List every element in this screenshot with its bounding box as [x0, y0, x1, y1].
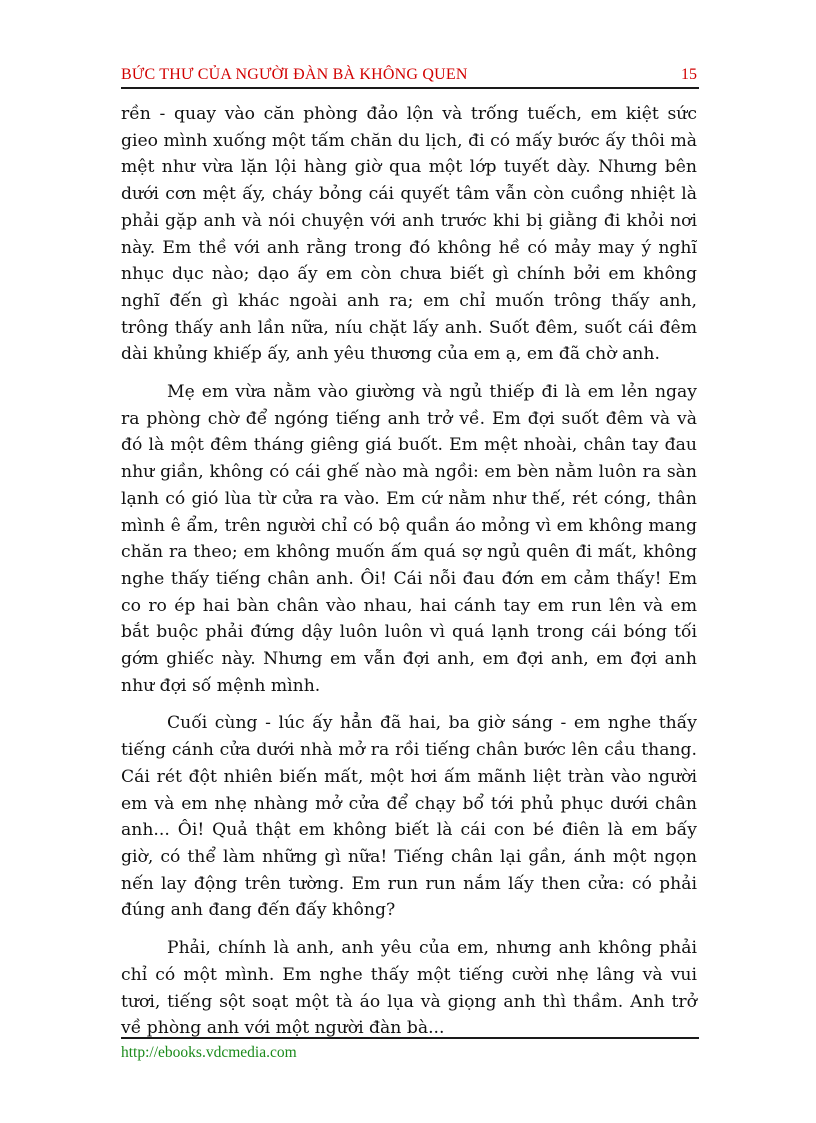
page-number: 15: [681, 66, 697, 83]
paragraph-3: Cuối cùng - lúc ấy hẳn đã hai, ba giờ sáng - em nghe thấy tiếng cánh cửa dưới nhà mở ra rồi tiếng chân bước lên cầu thang. Cái rét đột nhiên biến mất, một hơi ấm mãnh liệt tràn vào người em và em nhẹ nhàng mở cửa để chạy bổ tới phủ phục dưới chân anh... Ôi! Quả thật em không biết là cái con bé điên là em bấy giờ, có thể làm những gì nữa! Tiếng chân lại gần, ánh một ngọn nến lay động trên tường. Em run run nắm lấy then cửa: có phải đúng anh đang đến đấy không?: [121, 713, 697, 921]
book-title: BỨC THƯ CỦA NGƯỜI ĐÀN BÀ KHÔNG QUEN: [121, 66, 468, 83]
footer-url[interactable]: http://ebooks.vdcmedia.com: [121, 1044, 297, 1061]
paragraph-1: rền - quay vào căn phòng đảo lộn và trống tuếch, em kiệt sức gieo mình xuống một tấm chăn du lịch, đi có mấy bước ấy thôi mà mệt như vừa lặn lội hàng giờ qua một lớp tuyết dày. Nhưng bên dưới cơn mệt ấy, cháy bỏng cái quyết tâm vẫn còn cuồng nhiệt là phải gặp anh và nói chuyện với anh trước khi bị giằng đi khỏi nơi này. Em thề với anh rằng trong đó không hề có mảy may ý nghĩ nhục dục nào; dạo ấy em còn chưa biết gì chính bởi em không nghĩ đến gì khác ngoài anh ra; em chỉ muốn trông thấy anh, trông thấy anh lần nữa, níu chặt lấy anh. Suốt đêm, suốt cái đêm dài khủng khiếp ấy, anh yêu thương của em ạ, em đã chờ anh.: [121, 104, 697, 365]
page-header: [121, 62, 699, 86]
header-divider: [121, 87, 699, 89]
footer-divider: [121, 1037, 699, 1039]
page-body: [121, 101, 697, 1053]
paragraph-4: Phải, chính là anh, anh yêu của em, nhưng anh không phải chỉ có một mình. Em nghe thấy một tiếng cười nhẹ lâng và vui tươi, tiếng sột soạt một tà áo lụa và giọng anh thì thầm. Anh trở về phòng anh với một người đàn bà...: [121, 938, 697, 1039]
paragraph-2: Mẹ em vừa nằm vào giường và ngủ thiếp đi là em lẻn ngay ra phòng chờ để ngóng tiếng anh trở về. Em đợi suốt đêm và và đó là một đêm tháng giêng giá buốt. Em mệt nhoài, chân tay đau như giần, không có cái ghế nào mà ngồi: em bèn nằm luôn ra sàn lạnh có gió lùa từ cửa ra vào. Em cứ nằm như thế, rét cóng, thân mình ê ẩm, trên người chỉ có bộ quần áo mỏng vì em không mang chăn ra theo; em không muốn ấm quá sợ ngủ quên đi mất, không nghe thấy tiếng chân anh. Ôi! Cái nỗi đau đớn em cảm thấy! Em co ro ép hai bàn chân vào nhau, hai cánh tay em run lên và em bắt buộc phải đứng dậy luôn luôn vì quá lạnh trong cái bóng tối gớm ghiếc này. Nhưng em vẫn đợi anh, em đợi anh, em đợi anh như đợi số mệnh mình.: [121, 382, 697, 696]
